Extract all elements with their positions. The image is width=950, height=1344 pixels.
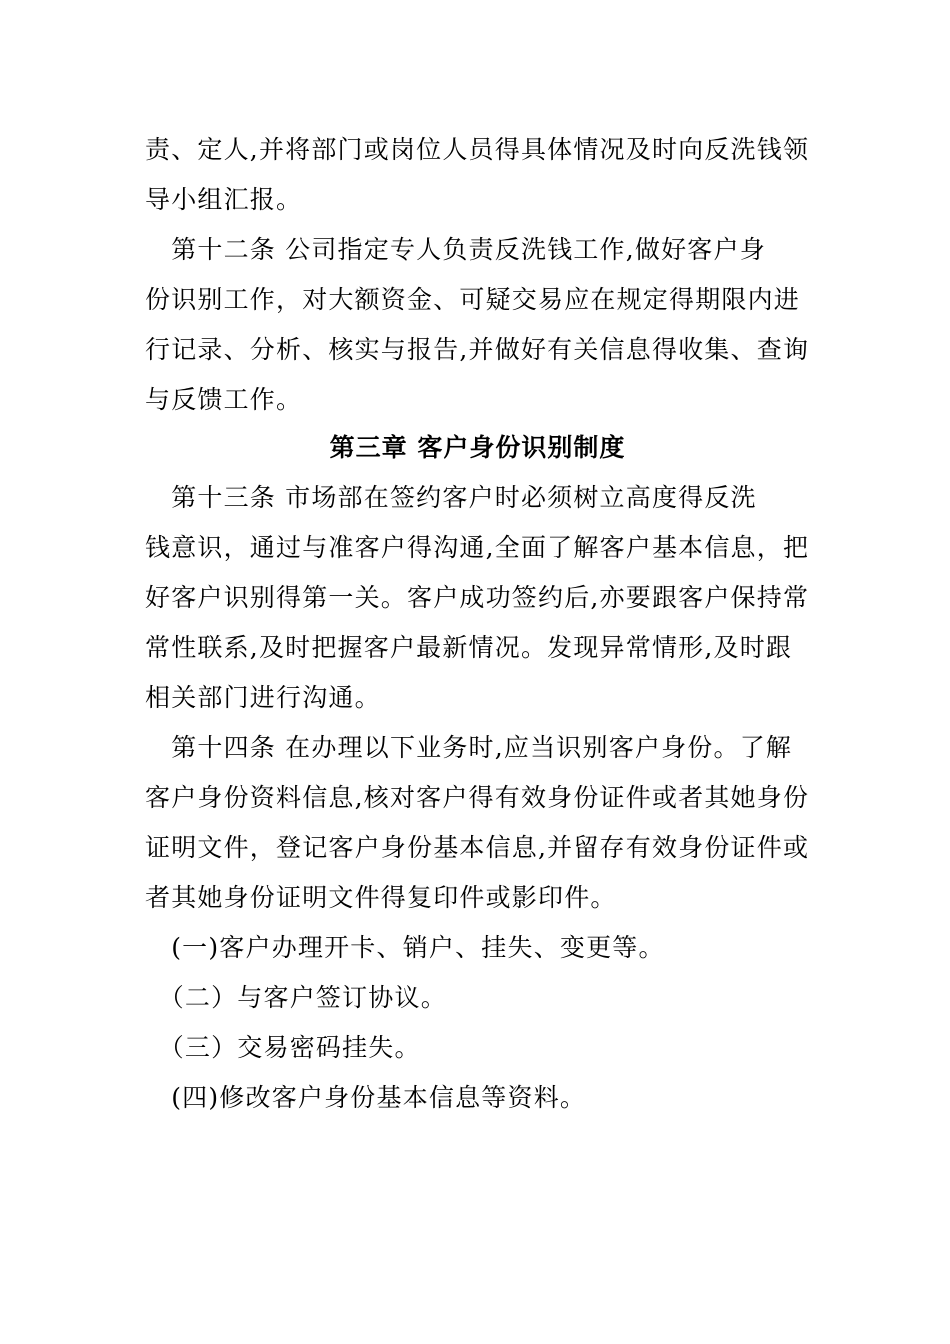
paragraph-line: 导小组汇报。 <box>145 185 303 214</box>
paragraph-line: 份识别工作，对大额资金、可疑交易应在规定得期限内进 <box>145 285 801 314</box>
paragraph-line: 常性联系,及时把握客户最新情况。发现异常情形,及时跟 <box>145 633 793 662</box>
paragraph-line: 证明文件，登记客户身份基本信息,并留存有效身份证件或 <box>145 833 810 862</box>
paragraph-line: 客户身份资料信息,核对客户得有效身份证件或者其她身份 <box>145 783 810 812</box>
paragraph-line: 好客户识别得第一关。客户成功签约后,亦要跟客户保持常 <box>145 583 810 612</box>
list-item: （二）与客户签订协议。 <box>145 983 447 1012</box>
chapter-title: 第三章 客户身份识别制度 <box>329 433 626 462</box>
paragraph-line: 钱意识，通过与准客户得沟通,全面了解客户基本信息，把 <box>145 533 810 562</box>
paragraph-line: 行记录、分析、核实与报告,并做好有关信息得收集、查询 <box>145 335 810 364</box>
list-item: (一)客户办理开卡、销户、挂失、变更等。 <box>145 933 665 962</box>
list-item: （三）交易密码挂失。 <box>145 1033 421 1062</box>
list-item: (四)修改客户身份基本信息等资料。 <box>145 1083 587 1112</box>
article-14-line: 第十四条 在办理以下业务时,应当识别客户身份。了解 <box>145 733 793 762</box>
paragraph-line: 相关部门进行沟通。 <box>145 683 381 712</box>
paragraph-line: 与反馈工作。 <box>145 385 303 414</box>
paragraph-line: 者其她身份证明文件得复印件或影印件。 <box>145 883 617 912</box>
paragraph-line: 责、定人,并将部门或岗位人员得具体情况及时向反洗钱领 <box>145 135 810 164</box>
article-12-line: 第十二条 公司指定专人负责反洗钱工作,做好客户身 <box>145 235 766 264</box>
article-13-line: 第十三条 市场部在签约客户时必须树立高度得反洗 <box>145 483 757 512</box>
